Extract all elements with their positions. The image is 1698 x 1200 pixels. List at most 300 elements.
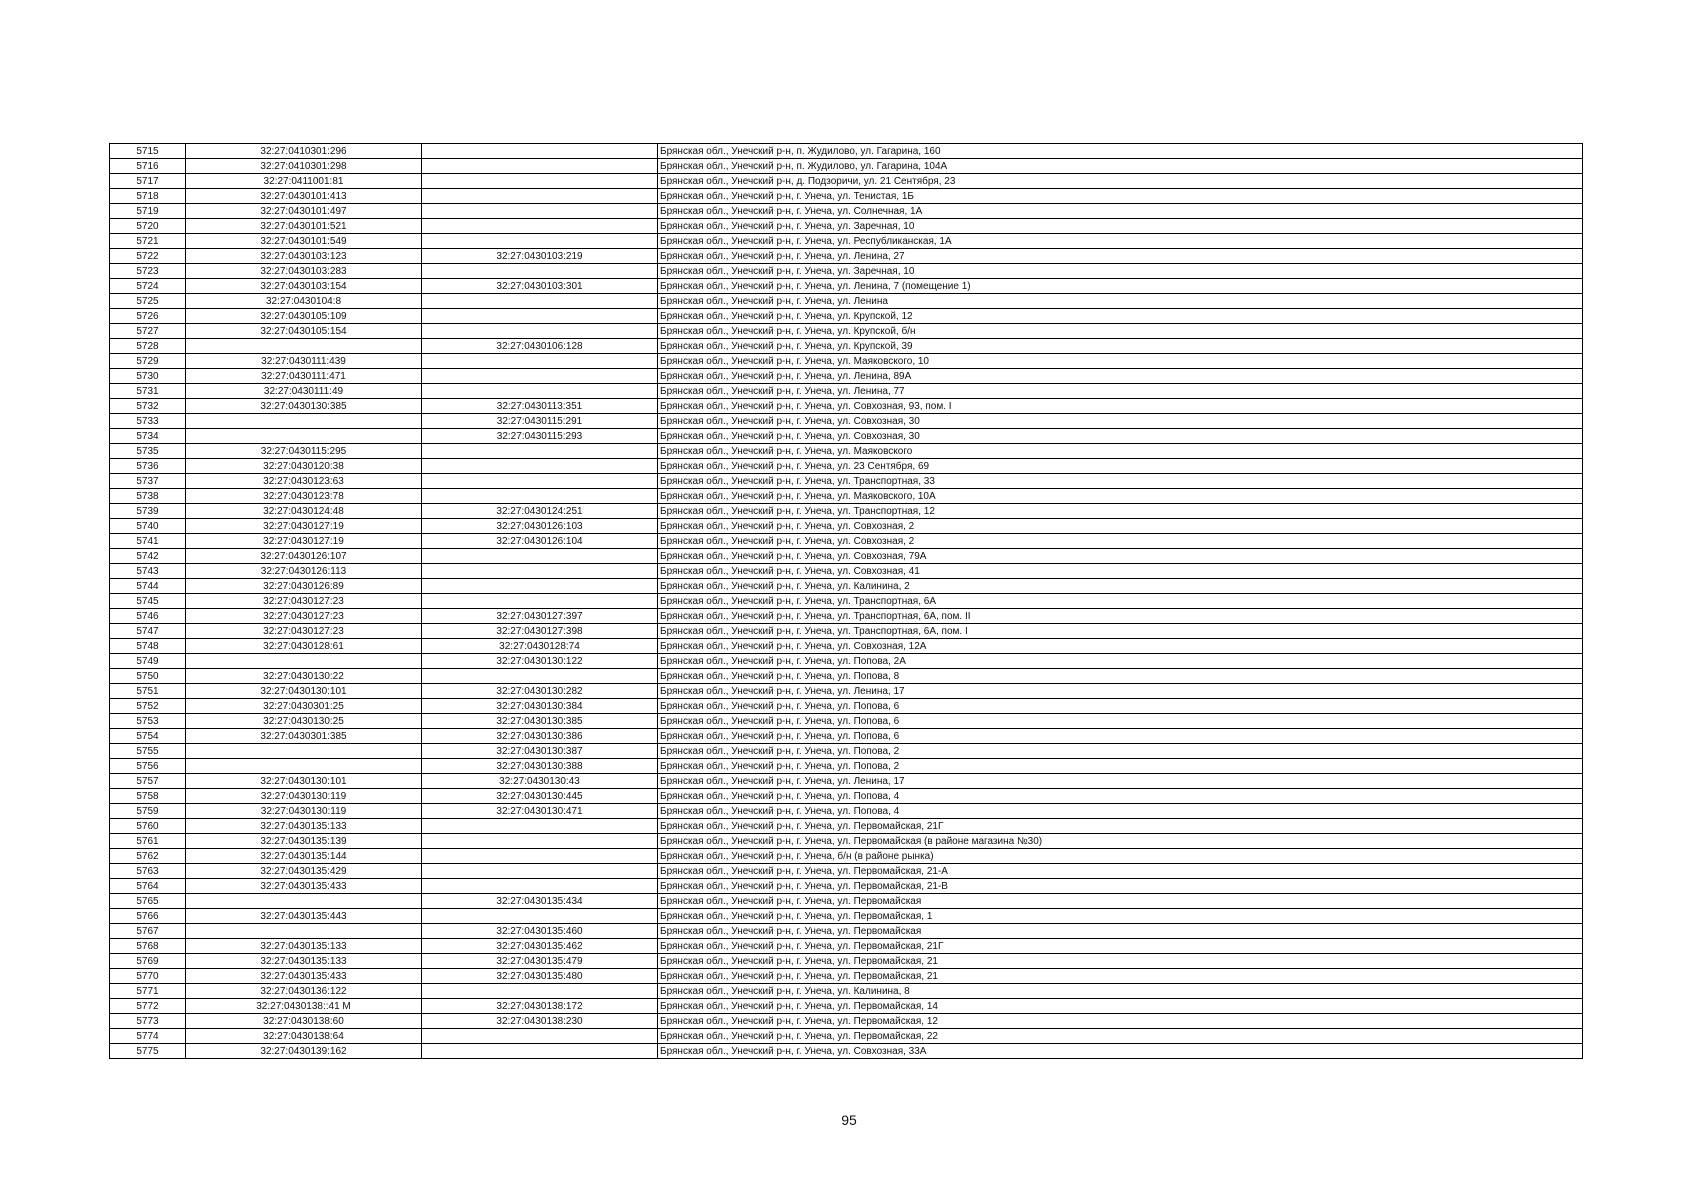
- table-row: [110, 624, 1583, 639]
- building-number-cell: 32:27:0430130:43: [422, 774, 658, 789]
- row-number-cell: 5754: [110, 729, 186, 744]
- cadastral-number-cell: 32:27:0430135:133: [186, 819, 422, 834]
- address-cell: Брянская обл., Унечский р-н, г. Унеча, ул. 23 Сентября, 69: [658, 459, 1583, 474]
- row-number-cell: 5725: [110, 294, 186, 309]
- address-cell: Брянская обл., Унечский р-н, г. Унеча, ул. Ленина, 17: [658, 774, 1583, 789]
- cadastral-number-cell: 32:27:0430101:521: [186, 219, 422, 234]
- table-row: [110, 189, 1583, 204]
- table-row: [110, 819, 1583, 834]
- cadastral-number-cell: 32:27:0430101:413: [186, 189, 422, 204]
- row-number-cell: 5760: [110, 819, 186, 834]
- cadastral-number-cell: 32:27:0430127:23: [186, 624, 422, 639]
- building-number-cell: [422, 204, 658, 219]
- table-row: [110, 159, 1583, 174]
- building-number-cell: 32:27:0430130:385: [422, 714, 658, 729]
- address-cell: Брянская обл., Унечский р-н, г. Унеча, ул. Заречная, 10: [658, 264, 1583, 279]
- cadastral-number-cell: 32:27:0430127:19: [186, 519, 422, 534]
- address-cell: Брянская обл., Унечский р-н, г. Унеча, ул. Попова, 6: [658, 729, 1583, 744]
- address-cell: Брянская обл., Унечский р-н, г. Унеча, ул. Попова, 4: [658, 804, 1583, 819]
- address-cell: Брянская обл., Унечский р-н, г. Унеча, ул. Ленина: [658, 294, 1583, 309]
- address-cell: Брянская обл., Унечский р-н, г. Унеча, ул. Попова, 2: [658, 744, 1583, 759]
- row-number-cell: 5741: [110, 534, 186, 549]
- table-row: [110, 984, 1583, 999]
- table-row: [110, 999, 1583, 1014]
- row-number-cell: 5771: [110, 984, 186, 999]
- row-number-cell: 5753: [110, 714, 186, 729]
- building-number-cell: [422, 849, 658, 864]
- row-number-cell: 5736: [110, 459, 186, 474]
- row-number-cell: 5733: [110, 414, 186, 429]
- table-row: [110, 774, 1583, 789]
- address-cell: Брянская обл., Унечский р-н, г. Унеча, ул. Транспортная, 33: [658, 474, 1583, 489]
- building-number-cell: 32:27:0430135:462: [422, 939, 658, 954]
- address-cell: Брянская обл., Унечский р-н, г. Унеча, ул. Первомайская, 1: [658, 909, 1583, 924]
- address-cell: Брянская обл., Унечский р-н, г. Унеча, ул. Первомайская, 14: [658, 999, 1583, 1014]
- table-row: [110, 789, 1583, 804]
- cadastral-number-cell: 32:27:0430105:109: [186, 309, 422, 324]
- row-number-cell: 5715: [110, 144, 186, 159]
- cadastral-number-cell: 32:27:0410301:296: [186, 144, 422, 159]
- row-number-cell: 5726: [110, 309, 186, 324]
- table-row: [110, 174, 1583, 189]
- row-number-cell: 5752: [110, 699, 186, 714]
- cadastral-number-cell: 32:27:0430103:283: [186, 264, 422, 279]
- building-number-cell: [422, 294, 658, 309]
- address-cell: Брянская обл., Унечский р-н, г. Унеча, ул. Первомайская, 21Г: [658, 939, 1583, 954]
- row-number-cell: 5735: [110, 444, 186, 459]
- row-number-cell: 5720: [110, 219, 186, 234]
- building-number-cell: [422, 369, 658, 384]
- cadastral-number-cell: 32:27:0430130:101: [186, 684, 422, 699]
- address-cell: Брянская обл., Унечский р-н, г. Унеча, ул. Первомайская (в районе магазина №30): [658, 834, 1583, 849]
- page-number: 95: [841, 1112, 857, 1128]
- building-number-cell: 32:27:0430126:103: [422, 519, 658, 534]
- cadastral-number-cell: 32:27:0430130:119: [186, 804, 422, 819]
- cadastral-number-cell: 32:27:0430120:38: [186, 459, 422, 474]
- building-number-cell: [422, 159, 658, 174]
- table-row: [110, 744, 1583, 759]
- cadastral-number-cell: [186, 924, 422, 939]
- table-row: [110, 399, 1583, 414]
- table-row: [110, 594, 1583, 609]
- cadastral-number-cell: 32:27:0430103:123: [186, 249, 422, 264]
- table-row: [110, 609, 1583, 624]
- address-cell: Брянская обл., Унечский р-н, г. Унеча, ул. Совхозная, 2: [658, 534, 1583, 549]
- row-number-cell: 5717: [110, 174, 186, 189]
- address-cell: Брянская обл., Унечский р-н, г. Унеча, ул. Первомайская, 22: [658, 1029, 1583, 1044]
- cadastral-number-cell: 32:27:0430138:64: [186, 1029, 422, 1044]
- building-number-cell: [422, 474, 658, 489]
- building-number-cell: 32:27:0430130:388: [422, 759, 658, 774]
- cadastral-number-cell: 32:27:0430103:154: [186, 279, 422, 294]
- address-cell: Брянская обл., Унечский р-н, г. Унеча, ул. Маяковского: [658, 444, 1583, 459]
- table-row: [110, 834, 1583, 849]
- cadastral-number-cell: 32:27:0430138:60: [186, 1014, 422, 1029]
- row-number-cell: 5728: [110, 339, 186, 354]
- table-body: [110, 144, 1583, 1059]
- building-number-cell: 32:27:0430103:301: [422, 279, 658, 294]
- building-number-cell: 32:27:0430130:471: [422, 804, 658, 819]
- address-cell: Брянская обл., Унечский р-н, п. Жудилово, ул. Гагарина, 160: [658, 144, 1583, 159]
- address-cell: Брянская обл., Унечский р-н, г. Унеча, ул. Первомайская, 21: [658, 969, 1583, 984]
- row-number-cell: 5724: [110, 279, 186, 294]
- row-number-cell: 5740: [110, 519, 186, 534]
- cadastral-number-cell: 32:27:0430135:433: [186, 969, 422, 984]
- cadastral-number-cell: 32:27:0430105:154: [186, 324, 422, 339]
- row-number-cell: 5774: [110, 1029, 186, 1044]
- row-number-cell: 5729: [110, 354, 186, 369]
- table-row: [110, 924, 1583, 939]
- row-number-cell: 5768: [110, 939, 186, 954]
- table-row: [110, 534, 1583, 549]
- table-row: [110, 249, 1583, 264]
- cadastral-number-cell: [186, 414, 422, 429]
- table-row: [110, 279, 1583, 294]
- building-number-cell: [422, 819, 658, 834]
- building-number-cell: [422, 324, 658, 339]
- cadastral-number-cell: 32:27:0430135:133: [186, 954, 422, 969]
- cadastral-number-cell: 32:27:0430130:119: [186, 789, 422, 804]
- row-number-cell: 5730: [110, 369, 186, 384]
- building-number-cell: [422, 489, 658, 504]
- building-number-cell: 32:27:0430127:398: [422, 624, 658, 639]
- building-number-cell: [422, 309, 658, 324]
- address-cell: Брянская обл., Унечский р-н, г. Унеча, ул. Транспортная, 6А, пом. II: [658, 609, 1583, 624]
- address-cell: Брянская обл., Унечский р-н, г. Унеча, ул. Совхозная, 33А: [658, 1044, 1583, 1059]
- table-row: [110, 429, 1583, 444]
- cadastral-number-cell: 32:27:0430130:22: [186, 669, 422, 684]
- table-row: [110, 474, 1583, 489]
- cadastral-number-cell: 32:27:0430135:433: [186, 879, 422, 894]
- address-cell: Брянская обл., Унечский р-н, г. Унеча, ул. Ленина, 27: [658, 249, 1583, 264]
- cadastral-number-cell: 32:27:0430101:497: [186, 204, 422, 219]
- table-row: [110, 339, 1583, 354]
- table-row: [110, 564, 1583, 579]
- building-number-cell: 32:27:0430115:291: [422, 414, 658, 429]
- row-number-cell: 5716: [110, 159, 186, 174]
- cadastral-number-cell: 32:27:0430130:385: [186, 399, 422, 414]
- table-row: [110, 639, 1583, 654]
- building-number-cell: 32:27:0430138:172: [422, 999, 658, 1014]
- table-row: [110, 369, 1583, 384]
- building-number-cell: 32:27:0430103:219: [422, 249, 658, 264]
- address-cell: Брянская обл., Унечский р-н, г. Унеча, ул. Совхозная, 30: [658, 414, 1583, 429]
- table-row: [110, 264, 1583, 279]
- cadastral-number-cell: [186, 759, 422, 774]
- building-number-cell: [422, 444, 658, 459]
- cadastral-number-cell: 32:27:0430135:144: [186, 849, 422, 864]
- address-cell: Брянская обл., Унечский р-н, г. Унеча, ул. Калинина, 8: [658, 984, 1583, 999]
- building-number-cell: [422, 879, 658, 894]
- cadastral-number-cell: 32:27:0430111:49: [186, 384, 422, 399]
- table-row: [110, 669, 1583, 684]
- building-number-cell: [422, 354, 658, 369]
- cadastral-number-cell: 32:27:0430128:61: [186, 639, 422, 654]
- row-number-cell: 5766: [110, 909, 186, 924]
- cadastral-number-cell: 32:27:0430135:139: [186, 834, 422, 849]
- table-row: [110, 684, 1583, 699]
- row-number-cell: 5727: [110, 324, 186, 339]
- address-cell: Брянская обл., Унечский р-н, г. Унеча, ул. Попова, 6: [658, 714, 1583, 729]
- row-number-cell: 5718: [110, 189, 186, 204]
- building-number-cell: 32:27:0430130:386: [422, 729, 658, 744]
- cadastral-number-cell: 32:27:0430124:48: [186, 504, 422, 519]
- building-number-cell: 32:27:0430124:251: [422, 504, 658, 519]
- row-number-cell: 5738: [110, 489, 186, 504]
- address-cell: Брянская обл., Унечский р-н, г. Унеча, ул. Первомайская, 12: [658, 1014, 1583, 1029]
- address-cell: Брянская обл., Унечский р-н, г. Унеча, ул. Первомайская: [658, 924, 1583, 939]
- row-number-cell: 5723: [110, 264, 186, 279]
- building-number-cell: [422, 264, 658, 279]
- table-row: [110, 459, 1583, 474]
- building-number-cell: 32:27:0430135:479: [422, 954, 658, 969]
- table-row: [110, 309, 1583, 324]
- address-cell: Брянская обл., Унечский р-н, г. Унеча, ул. Тенистая, 1Б: [658, 189, 1583, 204]
- table-row: [110, 864, 1583, 879]
- table-row: [110, 654, 1583, 669]
- table-row: [110, 219, 1583, 234]
- address-cell: Брянская обл., Унечский р-н, г. Унеча, ул. Крупской, 12: [658, 309, 1583, 324]
- row-number-cell: 5764: [110, 879, 186, 894]
- building-number-cell: 32:27:0430126:104: [422, 534, 658, 549]
- address-cell: Брянская обл., Унечский р-н, г. Унеча, б/н (в районе рынка): [658, 849, 1583, 864]
- cadastral-number-cell: 32:27:0430301:25: [186, 699, 422, 714]
- building-number-cell: 32:27:0430130:122: [422, 654, 658, 669]
- building-number-cell: [422, 234, 658, 249]
- table-row: [110, 489, 1583, 504]
- row-number-cell: 5770: [110, 969, 186, 984]
- building-number-cell: 32:27:0430135:480: [422, 969, 658, 984]
- cadastral-number-cell: 32:27:0430130:101: [186, 774, 422, 789]
- row-number-cell: 5748: [110, 639, 186, 654]
- row-number-cell: 5743: [110, 564, 186, 579]
- table-row: [110, 759, 1583, 774]
- building-number-cell: [422, 144, 658, 159]
- address-cell: Брянская обл., Унечский р-н, г. Унеча, ул. Попова, 4: [658, 789, 1583, 804]
- cadastral-number-cell: 32:27:0430135:429: [186, 864, 422, 879]
- row-number-cell: 5773: [110, 1014, 186, 1029]
- cadastral-number-cell: 32:27:0430115:295: [186, 444, 422, 459]
- address-cell: Брянская обл., Унечский р-н, г. Унеча, ул. Маяковского, 10А: [658, 489, 1583, 504]
- building-number-cell: [422, 864, 658, 879]
- cadastral-number-cell: 32:27:0430111:439: [186, 354, 422, 369]
- address-cell: Брянская обл., Унечский р-н, г. Унеча, ул. Попова, 2А: [658, 654, 1583, 669]
- building-number-cell: 32:27:0430113:351: [422, 399, 658, 414]
- address-cell: Брянская обл., Унечский р-н, г. Унеча, ул. Транспортная, 6А: [658, 594, 1583, 609]
- cadastral-number-cell: 32:27:0430126:113: [186, 564, 422, 579]
- table-row: [110, 504, 1583, 519]
- cadastral-number-cell: 32:27:0411001:81: [186, 174, 422, 189]
- cadastral-number-cell: 32:27:0430101:549: [186, 234, 422, 249]
- row-number-cell: 5756: [110, 759, 186, 774]
- row-number-cell: 5772: [110, 999, 186, 1014]
- row-number-cell: 5751: [110, 684, 186, 699]
- cadastral-number-cell: [186, 339, 422, 354]
- address-cell: Брянская обл., Унечский р-н, г. Унеча, ул. Крупской, 39: [658, 339, 1583, 354]
- table-row: [110, 849, 1583, 864]
- cadastral-number-cell: 32:27:0430126:107: [186, 549, 422, 564]
- building-number-cell: [422, 549, 658, 564]
- building-number-cell: 32:27:0430130:445: [422, 789, 658, 804]
- building-number-cell: 32:27:0430130:282: [422, 684, 658, 699]
- row-number-cell: 5761: [110, 834, 186, 849]
- row-number-cell: 5755: [110, 744, 186, 759]
- address-cell: Брянская обл., Унечский р-н, г. Унеча, ул. Попова, 6: [658, 699, 1583, 714]
- cadastral-number-cell: 32:27:0430136:122: [186, 984, 422, 999]
- building-number-cell: [422, 219, 658, 234]
- table-row: [110, 879, 1583, 894]
- building-number-cell: [422, 1029, 658, 1044]
- row-number-cell: 5721: [110, 234, 186, 249]
- building-number-cell: [422, 384, 658, 399]
- building-number-cell: 32:27:0430127:397: [422, 609, 658, 624]
- row-number-cell: 5747: [110, 624, 186, 639]
- cadastral-number-cell: [186, 429, 422, 444]
- row-number-cell: 5769: [110, 954, 186, 969]
- table-row: [110, 1029, 1583, 1044]
- table-row: [110, 324, 1583, 339]
- address-cell: Брянская обл., Унечский р-н, г. Унеча, ул. Первомайская: [658, 894, 1583, 909]
- building-number-cell: [422, 594, 658, 609]
- address-cell: Брянская обл., Унечский р-н, г. Унеча, ул. Ленина, 7 (помещение 1): [658, 279, 1583, 294]
- address-cell: Брянская обл., Унечский р-н, г. Унеча, ул. Совхозная, 93, пом. I: [658, 399, 1583, 414]
- table-row: [110, 729, 1583, 744]
- address-cell: Брянская обл., Унечский р-н, г. Унеча, ул. Маяковского, 10: [658, 354, 1583, 369]
- row-number-cell: 5742: [110, 549, 186, 564]
- row-number-cell: 5719: [110, 204, 186, 219]
- table-row: [110, 234, 1583, 249]
- address-cell: Брянская обл., Унечский р-н, г. Унеча, ул. Заречная, 10: [658, 219, 1583, 234]
- building-number-cell: [422, 174, 658, 189]
- cadastral-number-cell: [186, 654, 422, 669]
- table-row: [110, 549, 1583, 564]
- building-number-cell: 32:27:0430106:128: [422, 339, 658, 354]
- cadastral-number-cell: 32:27:0430135:133: [186, 939, 422, 954]
- address-cell: Брянская обл., Унечский р-н, г. Унеча, ул. Совхозная, 2: [658, 519, 1583, 534]
- cadastral-number-cell: 32:27:0430138::41 M: [186, 999, 422, 1014]
- building-number-cell: 32:27:0430138:230: [422, 1014, 658, 1029]
- table-row: [110, 909, 1583, 924]
- row-number-cell: 5744: [110, 579, 186, 594]
- table-row: [110, 804, 1583, 819]
- building-number-cell: [422, 579, 658, 594]
- address-cell: Брянская обл., Унечский р-н, г. Унеча, ул. Первомайская, 21-А: [658, 864, 1583, 879]
- cadastral-number-cell: 32:27:0430127:19: [186, 534, 422, 549]
- cadastral-number-cell: 32:27:0430127:23: [186, 594, 422, 609]
- cadastral-number-cell: 32:27:0430111:471: [186, 369, 422, 384]
- table-row: [110, 969, 1583, 984]
- address-cell: Брянская обл., Унечский р-н, г. Унеча, ул. Первомайская, 21-В: [658, 879, 1583, 894]
- table-row: [110, 144, 1583, 159]
- address-cell: Брянская обл., Унечский р-н, г. Унеча, ул. Калинина, 2: [658, 579, 1583, 594]
- cadastral-number-cell: 32:27:0430123:63: [186, 474, 422, 489]
- table-row: [110, 699, 1583, 714]
- address-cell: Брянская обл., Унечский р-н, г. Унеча, ул. Транспортная, 12: [658, 504, 1583, 519]
- row-number-cell: 5765: [110, 894, 186, 909]
- row-number-cell: 5737: [110, 474, 186, 489]
- building-number-cell: [422, 669, 658, 684]
- row-number-cell: 5722: [110, 249, 186, 264]
- row-number-cell: 5757: [110, 774, 186, 789]
- table-row: [110, 354, 1583, 369]
- building-number-cell: 32:27:0430130:384: [422, 699, 658, 714]
- building-number-cell: 32:27:0430115:293: [422, 429, 658, 444]
- building-number-cell: 32:27:0430130:387: [422, 744, 658, 759]
- table-row: [110, 714, 1583, 729]
- table-row: [110, 1044, 1583, 1059]
- address-cell: Брянская обл., Унечский р-н, г. Унеча, ул. Совхозная, 41: [658, 564, 1583, 579]
- table-row: [110, 384, 1583, 399]
- address-cell: Брянская обл., Унечский р-н, г. Унеча, ул. Ленина, 89А: [658, 369, 1583, 384]
- cadastral-number-cell: 32:27:0430135:443: [186, 909, 422, 924]
- row-number-cell: 5762: [110, 849, 186, 864]
- row-number-cell: 5732: [110, 399, 186, 414]
- address-cell: Брянская обл., Унечский р-н, г. Унеча, ул. Попова, 2: [658, 759, 1583, 774]
- building-number-cell: 32:27:0430135:434: [422, 894, 658, 909]
- row-number-cell: 5746: [110, 609, 186, 624]
- table-row: [110, 414, 1583, 429]
- cadastral-number-cell: 32:27:0430139:162: [186, 1044, 422, 1059]
- address-cell: Брянская обл., Унечский р-н, г. Унеча, ул. Попова, 8: [658, 669, 1583, 684]
- cadastral-number-cell: 32:27:0430104:8: [186, 294, 422, 309]
- building-number-cell: [422, 459, 658, 474]
- row-number-cell: 5758: [110, 789, 186, 804]
- cadastral-number-cell: 32:27:0430123:78: [186, 489, 422, 504]
- building-number-cell: 32:27:0430135:460: [422, 924, 658, 939]
- row-number-cell: 5731: [110, 384, 186, 399]
- address-cell: Брянская обл., Унечский р-н, г. Унеча, ул. Солнечная, 1А: [658, 204, 1583, 219]
- address-cell: Брянская обл., Унечский р-н, г. Унеча, ул. Совхозная, 79А: [658, 549, 1583, 564]
- row-number-cell: 5749: [110, 654, 186, 669]
- row-number-cell: 5763: [110, 864, 186, 879]
- building-number-cell: [422, 189, 658, 204]
- property-register-table: [109, 143, 1583, 1059]
- building-number-cell: [422, 909, 658, 924]
- address-cell: Брянская обл., Унечский р-н, г. Унеча, ул. Транспортная, 6А, пом. I: [658, 624, 1583, 639]
- row-number-cell: 5750: [110, 669, 186, 684]
- address-cell: Брянская обл., Унечский р-н, г. Унеча, ул. Первомайская, 21: [658, 954, 1583, 969]
- row-number-cell: 5739: [110, 504, 186, 519]
- cadastral-number-cell: 32:27:0430130:25: [186, 714, 422, 729]
- row-number-cell: 5767: [110, 924, 186, 939]
- address-cell: Брянская обл., Унечский р-н, г. Унеча, ул. Первомайская, 21Г: [658, 819, 1583, 834]
- address-cell: Брянская обл., Унечский р-н, г. Унеча, ул. Ленина, 17: [658, 684, 1583, 699]
- cadastral-number-cell: 32:27:0430126:89: [186, 579, 422, 594]
- building-number-cell: [422, 984, 658, 999]
- address-cell: Брянская обл., Унечский р-н, г. Унеча, ул. Крупской, б/н: [658, 324, 1583, 339]
- building-number-cell: [422, 834, 658, 849]
- table-row: [110, 894, 1583, 909]
- table-row: [110, 954, 1583, 969]
- address-cell: Брянская обл., Унечский р-н, г. Унеча, ул. Республиканская, 1А: [658, 234, 1583, 249]
- row-number-cell: 5734: [110, 429, 186, 444]
- cadastral-number-cell: 32:27:0430301:385: [186, 729, 422, 744]
- cadastral-number-cell: 32:27:0410301:298: [186, 159, 422, 174]
- table-row: [110, 204, 1583, 219]
- table-row: [110, 1014, 1583, 1029]
- building-number-cell: 32:27:0430128:74: [422, 639, 658, 654]
- building-number-cell: [422, 564, 658, 579]
- table-row: [110, 294, 1583, 309]
- table-row: [110, 939, 1583, 954]
- building-number-cell: [422, 1044, 658, 1059]
- address-cell: Брянская обл., Унечский р-н, г. Унеча, ул. Совхозная, 30: [658, 429, 1583, 444]
- cadastral-number-cell: 32:27:0430127:23: [186, 609, 422, 624]
- row-number-cell: 5745: [110, 594, 186, 609]
- address-cell: Брянская обл., Унечский р-н, п. Жудилово, ул. Гагарина, 104А: [658, 159, 1583, 174]
- row-number-cell: 5759: [110, 804, 186, 819]
- cadastral-number-cell: [186, 894, 422, 909]
